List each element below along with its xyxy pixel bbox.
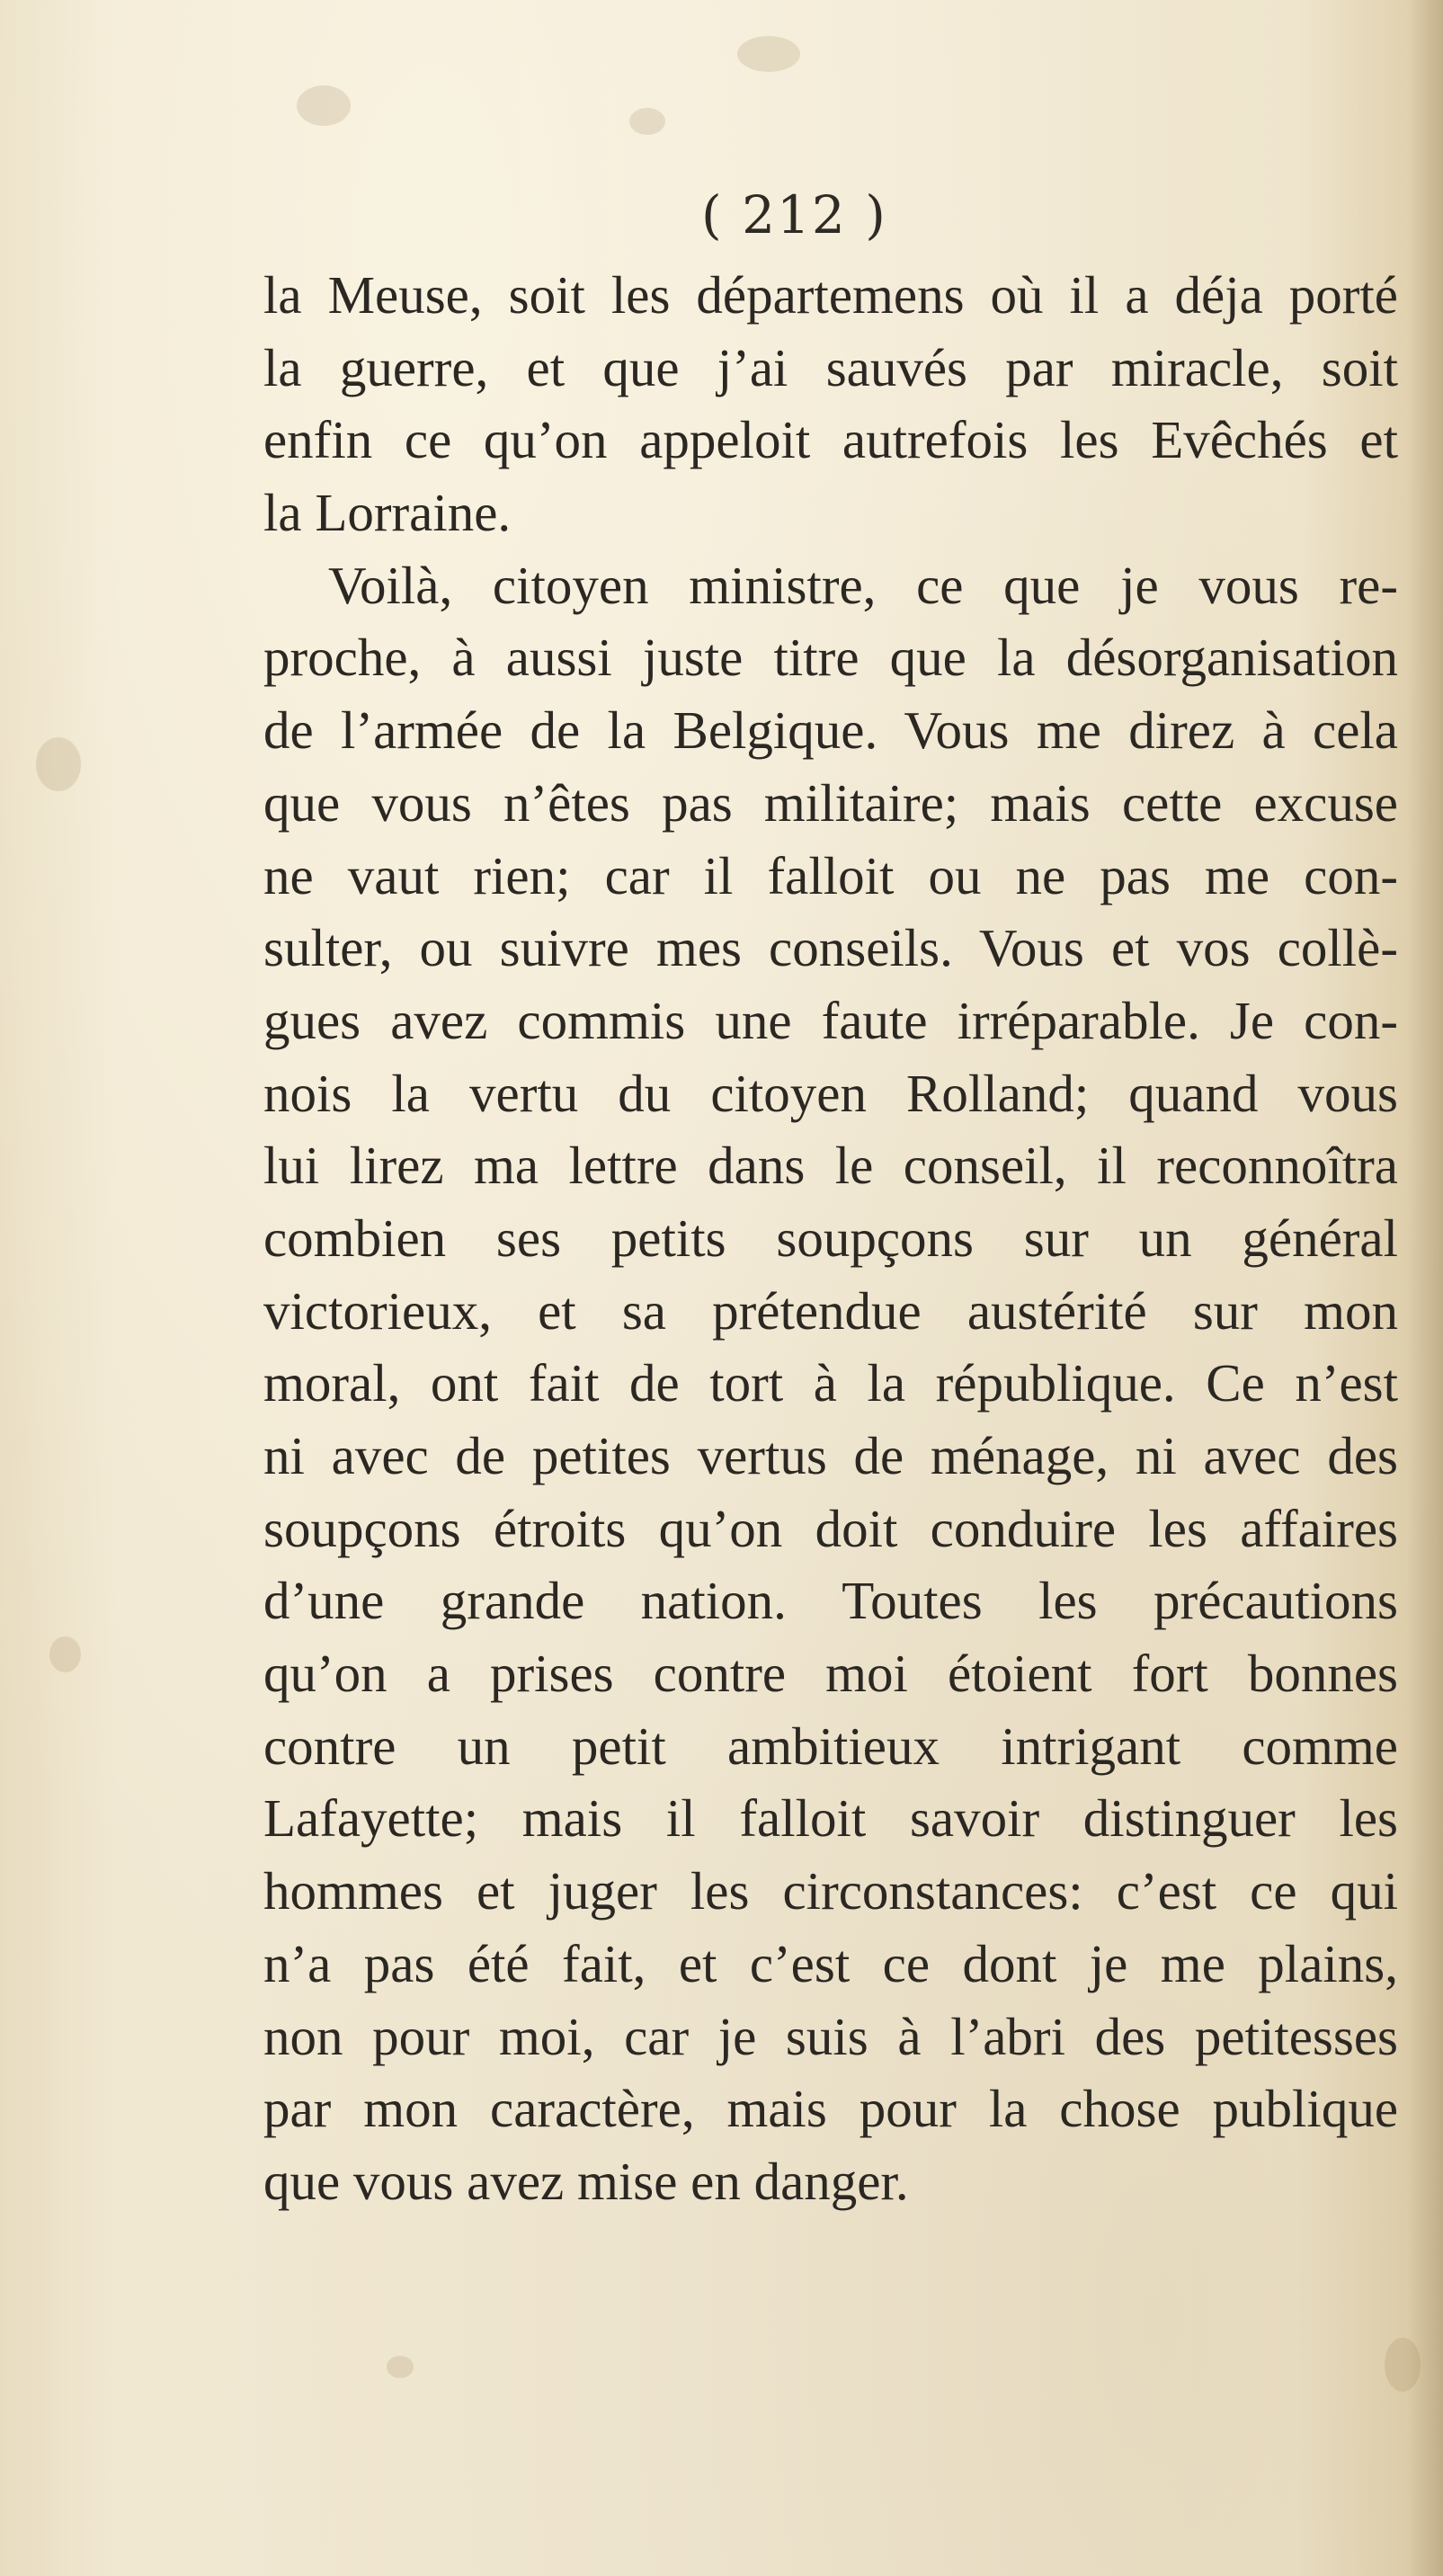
text-line: nois la vertu du citoyen Rolland; quand vous bbox=[263, 1063, 1398, 1123]
text-line: lui lirez ma lettre dans le conseil, il reconnoîtra bbox=[263, 1136, 1398, 1196]
text-line: qu’on a prises contre moi étoient fort bonnes bbox=[263, 1644, 1398, 1704]
text-line: la guerre, et que j’ai sauvés par miracle, soit bbox=[263, 337, 1398, 397]
paper-stain bbox=[49, 1636, 81, 1672]
text-line: enfin ce qu’on appeloit autrefois les Evêchés et bbox=[263, 410, 1398, 470]
text-line: soupçons étroits qu’on doit conduire les affaires bbox=[263, 1498, 1398, 1558]
text-line: victorieux, et sa prétendue austérité sur mon bbox=[263, 1280, 1398, 1341]
text-line: sulter, ou suivre mes conseils. Vous et vos collè- bbox=[263, 918, 1398, 978]
page-number: ( 212 ) bbox=[701, 184, 887, 245]
body-text bbox=[263, 259, 1398, 2218]
paper-stain bbox=[297, 85, 351, 126]
text-line: que vous n’êtes pas militaire; mais cette excuse bbox=[263, 772, 1398, 833]
text-line: ni avec de petites vertus de ménage, ni avec des bbox=[263, 1426, 1398, 1485]
text-line: hommes et juger les circonstances: c’est ce qui bbox=[263, 1861, 1398, 1921]
paper-stain bbox=[737, 36, 800, 72]
text-line: gues avez commis une faute irréparable. Je con- bbox=[263, 990, 1398, 1050]
text-line: la Meuse, soit les départemens où il a déja porté bbox=[263, 265, 1398, 325]
text-line: contre un petit ambitieux intrigant comme bbox=[263, 1716, 1398, 1776]
paper-stain bbox=[36, 737, 81, 791]
text-line: combien ses petits soupçons sur un général bbox=[263, 1208, 1398, 1268]
text-line: ne vaut rien; car il falloit ou ne pas me con- bbox=[263, 845, 1398, 905]
text-line: moral, ont fait de tort à la république. Ce n’est bbox=[263, 1353, 1398, 1413]
text-line: d’une grande nation. Toutes les précautions bbox=[263, 1571, 1398, 1631]
text-line: proche, à aussi juste titre que la désorganisation bbox=[263, 628, 1398, 688]
paper-stain bbox=[629, 108, 665, 135]
text-line: la Lorraine. bbox=[263, 483, 512, 543]
paper-stain bbox=[387, 2356, 414, 2378]
paragraph-start-line: Voilà, citoyen ministre, ce que je vous re- bbox=[328, 555, 1398, 615]
text-line: n’a pas été fait, et c’est ce dont je me plains, bbox=[263, 1933, 1398, 1993]
text-line: non pour moi, car je suis à l’abri des petitesses bbox=[263, 2006, 1398, 2066]
text-line: par mon caractère, mais pour la chose publique bbox=[263, 2079, 1398, 2139]
page-edge-shadow bbox=[1407, 0, 1443, 2576]
text-line: Lafayette; mais il falloit savoir distinguer les bbox=[263, 1788, 1398, 1849]
text-line: de l’armée de la Belgique. Vous me direz à cela bbox=[263, 700, 1398, 761]
text-line: que vous avez mise en danger. bbox=[263, 2151, 909, 2211]
